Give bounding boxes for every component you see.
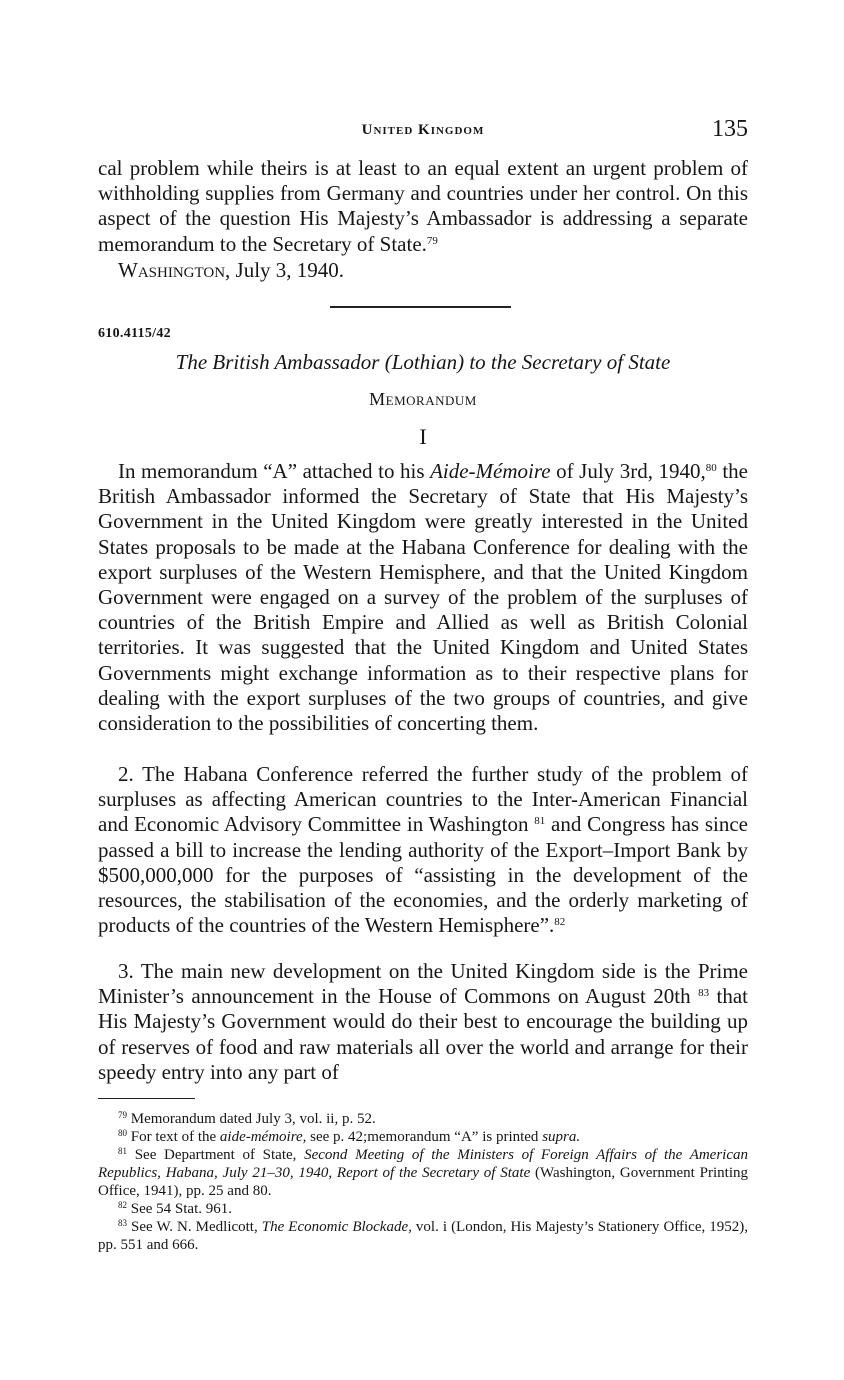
footnote-ref[interactable]: 79: [426, 234, 438, 247]
footnote-text: (Washington, Government Printing Office, 1941), pp. 25 and 80.: [98, 1165, 748, 1199]
paragraph-text: cal problem while theirs is at least to an equal extent an urgent problem of withholding supplies from Germany and countries under her control. On this aspect of the question His Majesty’s Ambassador is addressing a separate memorandum to the Secretary of State.: [98, 156, 748, 256]
paragraph-continued: [98, 156, 748, 257]
paragraph-text: the British Ambassador informed the Secretary of State that His Majesty’s Government in the United Kingdom were greatly interested in the United States proposals to be made at the Habana Conference for dealing with the export surpluses of the Western Hemisphere, and that the United Kingdom Government were engaged on a survey of the problem of the surpluses of countries of the British Empire and Allied as well as British Colonial territories. It was suggested that the United Kingdom and United States Governments might exchange information as to their respective plans for dealing with the export surpluses of the two groups of countries, and give consideration to the possibilities of concerting them.: [98, 459, 749, 736]
footnote-text: see p. 42;memorandum “A” is printed: [306, 1129, 543, 1145]
footnote-83: [98, 1218, 748, 1254]
footnote-italic: aide-mémoire,: [219, 1129, 307, 1145]
footnote-text: vol. i (London, His Majesty’s Stationery Office, 1952), pp. 551 and 666.: [98, 1219, 749, 1253]
page-header: [98, 116, 748, 144]
paragraph-2: [98, 762, 748, 938]
dateline-place: Washington: [118, 258, 226, 282]
footnote-ref[interactable]: 80: [705, 462, 717, 474]
footnote-number: 83: [118, 1218, 127, 1228]
footnote-number: 79: [118, 1110, 127, 1120]
footnote-81: [98, 1146, 748, 1200]
footnote-ref[interactable]: 81: [534, 815, 546, 828]
paragraph-text: of July 3rd, 1940,: [550, 459, 706, 483]
footnote-text: See 54 Stat. 961.: [130, 1201, 232, 1217]
aide-memoire-term: Aide-Mémoire: [430, 459, 551, 483]
footnote-divider: [98, 1098, 195, 1099]
memorandum-heading: Memorandum: [369, 389, 477, 409]
file-number: 610.4115/42: [98, 326, 171, 341]
running-head: United Kingdom: [361, 122, 485, 138]
footnote-79: [98, 1110, 748, 1128]
paragraph-3: [98, 959, 748, 1085]
dateline: [118, 258, 344, 283]
footnote-number: 82: [118, 1200, 127, 1210]
footnote-italic: Second Meeting of the Ministers of Foreign Affairs of the American Republics, Habana, July 21–30, 1940, Report of the Secretary of State: [98, 1147, 749, 1181]
document-title: The British Ambassador (Lothian) to the Secretary of State: [175, 350, 671, 374]
dateline-date: , July 3, 1940.: [225, 258, 345, 282]
footnote-text: See Department of State,: [134, 1147, 305, 1163]
section-divider: [330, 306, 511, 308]
footnote-text: For text of the: [130, 1129, 220, 1145]
footnote-text: See W. N. Medlicott,: [131, 1219, 262, 1235]
footnote-text: Memorandum dated July 3, vol. ii, p. 52.: [130, 1111, 376, 1127]
footnote-80: [98, 1128, 748, 1146]
footnote-italic: The Economic Blockade,: [261, 1219, 412, 1235]
footnote-82: [98, 1200, 748, 1218]
footnote-number: 80: [118, 1128, 127, 1138]
paragraph-text: and Congress has since passed a bill to increase the lending authority of the Export–Import Bank by $500,000,000 for the purposes of “assisting in the development of the resources, the stabilisation of the economies, and the orderly marketing of products of the countries of the Western Hemisphere”.: [98, 812, 748, 938]
footnote-ref[interactable]: 82: [554, 916, 566, 929]
paragraph-text: 3. The main new development on the United Kingdom side is the Prime Minister’s announcement in the House of Commons on August 20th: [98, 959, 748, 1009]
paragraph-text: that His Majesty’s Government would do their best to encourage the building up of reserves of food and raw materials all over the world and arrange for their speedy entry into any part of: [98, 984, 748, 1084]
section-numeral: I: [419, 424, 427, 449]
page-number: 135: [712, 116, 748, 142]
footnote-ref[interactable]: 83: [698, 987, 710, 1000]
paragraph-text: In memorandum “A” attached to his: [118, 459, 431, 483]
footnote-number: 81: [118, 1146, 127, 1156]
paragraph-text: 2. The Habana Conference referred the further study of the problem of surpluses as affecting American countries to the Inter-American Financial and Economic Advisory Committee in Washington: [98, 762, 748, 837]
paragraph-1: [98, 459, 748, 736]
footnote-italic: supra.: [542, 1129, 581, 1145]
footnotes: [98, 1110, 748, 1254]
